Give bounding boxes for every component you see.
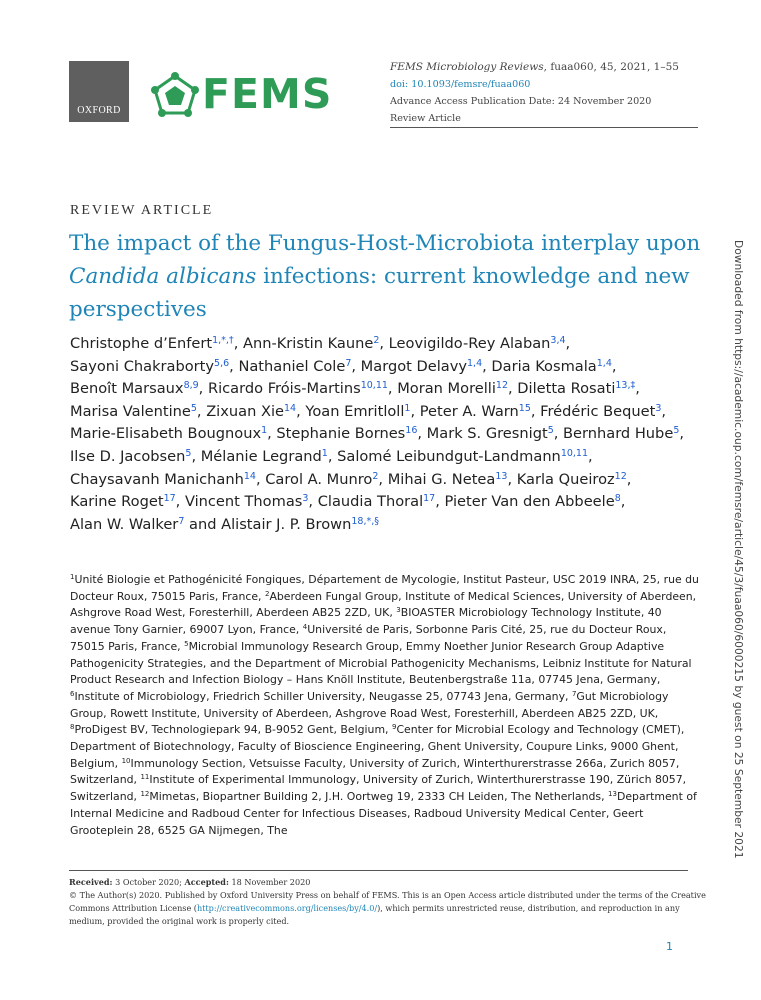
journal-name: FEMS Microbiology Reviews xyxy=(390,61,544,73)
affiliation-number: 12 xyxy=(140,790,150,799)
author[interactable] xyxy=(445,493,621,510)
author-name: Ilse D. Jacobsen xyxy=(70,447,186,465)
affiliation-number: 3 xyxy=(396,606,401,615)
affiliation-text: Institute of Microbiology, Friedrich Schiller University, Neugasse 25, 07743 Jena, Germany, xyxy=(74,689,572,703)
affiliation-text: Mimetas, Biopartner Building 2, J.H. Oortweg 19, 2333 CH Leiden, The Netherlands, xyxy=(149,790,609,804)
author[interactable] xyxy=(265,471,378,488)
affiliation-text: Institute of Experimental Immunology, University of Zurich, Winterthurerstrasse 190, Zürich 8057, Switzerland, xyxy=(70,773,687,804)
affiliation-text: Unité Biologie et Pathogénicité Fongiques, Département de Mycologie, Institut Pasteur, USC 2019 INRA, 25, rue du Docteur Roux, 75015 Paris, France, xyxy=(70,573,699,603)
author-affiliation-marker[interactable]: 10,11 xyxy=(560,447,589,459)
affiliation-number: 1 xyxy=(70,573,75,581)
author-affiliation-marker[interactable]: 13,‡ xyxy=(615,380,636,392)
fems-logo-icon xyxy=(145,70,205,120)
fems-logo-text: FEMS xyxy=(202,70,333,118)
author-affiliation-marker[interactable]: 8 xyxy=(614,493,621,505)
affiliation-number: 6 xyxy=(70,689,75,698)
title-part-2: infections: current knowledge and new perspectives xyxy=(69,264,690,322)
author-name: Mark S. Gresnigt xyxy=(426,425,548,443)
author-name: Karla Queiroz xyxy=(516,470,615,488)
author-affiliation-marker[interactable]: 7 xyxy=(178,515,185,527)
affiliation-number: 7 xyxy=(571,689,577,698)
author-affiliation-marker[interactable]: 1,4 xyxy=(596,357,612,369)
author[interactable] xyxy=(221,516,379,533)
author-name: Moran Morelli xyxy=(397,380,496,398)
author-name: Nathaniel Cole xyxy=(238,357,346,375)
author-affiliation-marker[interactable]: 12 xyxy=(614,470,627,482)
footer-divider xyxy=(69,870,688,871)
received-date: 3 October 2020; xyxy=(115,877,182,887)
author-name: Marie-Elisabeth Bougnoux xyxy=(70,425,262,443)
author[interactable] xyxy=(491,358,611,375)
affiliation-number: 5 xyxy=(184,639,189,648)
author-affiliation-marker[interactable]: 14 xyxy=(243,470,256,482)
affiliation-text: Microbial Immunology Research Group, Emmy Noether Junior Research Group Adaptive Pathogenicity Strategies, and the Department of Microbial Pathogenicity Mechanisms, Leibniz Institute for Natural Product Research and Infection Biology – Hans Knöll Institute, Beutenbergstraße 11a, 07745 Jena, Germany, xyxy=(70,639,692,687)
author-name: Diletta Rosati xyxy=(517,380,616,398)
author[interactable] xyxy=(70,403,197,420)
author-name: Pieter Van den Abbeele xyxy=(444,493,615,511)
author-name: Peter A. Warn xyxy=(419,402,519,420)
author[interactable] xyxy=(427,425,554,442)
accepted-date: 18 November 2020 xyxy=(231,877,311,887)
download-side-note-text: Downloaded from https://academic.oup.com/femsre/article/45/3/fuaa060/6000215 by guest on 25 September 2021 xyxy=(732,240,745,859)
author-name: Claudia Thoral xyxy=(317,493,424,511)
author-affiliation-marker[interactable]: 3,4 xyxy=(550,335,566,346)
author[interactable] xyxy=(70,448,191,465)
author[interactable] xyxy=(70,380,199,397)
author-list: Christophe d’Enfert$^{1,*,\dagger}$, Ann-Kristin Kaune$^2$, Leovigildo-Rey Alaban$^{3,4}$, Sayoni Chakraborty$^{5,6}$, Nathaniel Cole$^7$, Margot Delavy$^{1,4}$, Daria Kosmala$^{1,4}$, Benoît Marsaux$^{8,9}$, Ricardo Fróis-Martins$^{10,11}$, Moran Morelli$^{12}$, Diletta Rosati$^{13,\ddagger}$, Marisa Valentine$^5$, Zixuan Xie$^{14}$, Yoan Emritloll$^1$, Peter A. Warn$^{15}$, Frédéric Bequet$^3$, Marie-Elisabeth Bougnoux$^1$, Stephanie Bornes$^{16}$, Mark S. Gresnigt$^5$, Bernhard Hube$^5$, Ilse D. Jacobsen$^5$, Mélanie Legrand$^1$, Salomé Leibundgut-Landmann$^{10,11}$, Chaysavanh Manichanh$^{14}$, Carol A. Munro$^2$, Mihai G. Netea$^{13}$, Karla Queiroz$^{12}$, Karine Roget$^{17}$, Vincent Thomas$^3$, Claudia Thoral$^{17}$, Pieter Van den Abbeele$^8$, Alan W. Walker$^7$ and Alistair J. P. Brown$^{18,*,\S}$ xyxy=(70,335,684,533)
affiliation-number: 13 xyxy=(608,790,617,799)
oxford-logo-text: OXFORD xyxy=(77,105,121,116)
author-affiliation-marker[interactable]: 1,4 xyxy=(467,357,483,369)
author[interactable] xyxy=(201,448,328,465)
author-name: Christophe d’Enfert xyxy=(70,335,213,352)
author-affiliation-marker[interactable]: 1 xyxy=(321,447,328,459)
received-label: Received: xyxy=(69,877,113,887)
author[interactable] xyxy=(185,493,308,510)
affiliation-text: Gut Microbiology Group, Rowett Institute, University of Aberdeen, Ashgrove Road West, Foresterhill, Aberdeen AB25 2ZD, UK, xyxy=(70,689,669,720)
author-affiliation-marker[interactable]: 13 xyxy=(495,470,508,482)
affiliation-text: Université de Paris, Sorbonne Paris Cité, 25, rue du Docteur Roux, 75015 Paris, France, xyxy=(70,623,667,653)
affiliation-number: 10 xyxy=(121,756,131,765)
author-name: Carol A. Munro xyxy=(265,470,373,488)
oxford-logo xyxy=(69,61,129,122)
author[interactable] xyxy=(70,516,184,533)
author-name: Yoan Emritloll xyxy=(305,402,405,420)
author[interactable] xyxy=(517,380,635,397)
affiliation-number: 2 xyxy=(264,589,270,598)
author-name: Bernhard Hube xyxy=(563,425,674,443)
author-affiliation-marker[interactable]: 2 xyxy=(373,335,380,346)
author-name: Ann-Kristin Kaune xyxy=(242,335,374,352)
affiliation-text: Immunology Section, Vetsuisse Faculty, University of Zurich, Winterthurerstrasse 266a, Zurich 8057, Switzerland, xyxy=(70,756,680,787)
article-title xyxy=(69,227,709,326)
author[interactable] xyxy=(208,380,388,397)
author-affiliation-marker[interactable]: 18,*,§ xyxy=(351,515,379,527)
author-affiliation-marker[interactable]: 10,11 xyxy=(360,380,388,392)
author-affiliation-marker[interactable]: 5 xyxy=(547,425,554,437)
author-name: Salomé Leibundgut-Landmann xyxy=(337,447,561,465)
author[interactable] xyxy=(337,448,588,465)
author-name: Ricardo Fróis-Martins xyxy=(207,380,361,398)
author-name: Margot Delavy xyxy=(360,357,467,375)
author-affiliation-marker[interactable]: 16 xyxy=(405,425,418,437)
author-affiliation-marker[interactable]: 5 xyxy=(673,425,680,437)
author[interactable] xyxy=(540,403,661,420)
author[interactable] xyxy=(361,358,482,375)
affiliation-number: 8 xyxy=(70,723,75,732)
affiliation-text: ProDigest BV, Technologiepark 94, B-9052 Gent, Belgium, xyxy=(74,723,392,737)
copyright-text: © The Author(s) 2020. Published by Oxford University Press on behalf of FEMS. This is an Open Access article distributed under the terms of the Creative Commons Attribution License ( xyxy=(69,890,706,914)
copyright-text-end: ), which permits unrestricted reuse, distribution, and reproduction in any medium, provided the original work is properly cited. xyxy=(69,903,680,927)
author[interactable] xyxy=(420,403,531,420)
affiliation-text: Aberdeen Fungal Group, Institute of Medical Sciences, University of Aberdeen, Ashgrove Road West, Foresterhill, Aberdeen AB25 2ZD, UK, xyxy=(70,589,697,620)
author[interactable] xyxy=(388,471,508,488)
author[interactable] xyxy=(206,403,296,420)
affiliation-number: 9 xyxy=(391,723,397,732)
author-affiliation-marker[interactable]: 8,9 xyxy=(183,380,199,392)
author-name: Alistair J. P. Brown xyxy=(221,515,352,533)
author[interactable] xyxy=(517,471,627,488)
doi-link[interactable]: doi: 10.1093/femsre/fuaa060 xyxy=(390,79,531,90)
author[interactable] xyxy=(70,335,234,352)
author-name: Benoît Marsaux xyxy=(70,380,184,398)
author-affiliation-marker[interactable]: 12 xyxy=(495,380,508,392)
author[interactable] xyxy=(70,425,267,442)
copyright-notice xyxy=(69,889,709,928)
author-affiliation-marker[interactable]: 1 xyxy=(261,425,268,437)
license-link[interactable]: http://creativecommons.org/licenses/by/4.0/ xyxy=(196,903,378,914)
author-affiliation-marker[interactable]: 17 xyxy=(423,493,436,505)
affiliation-text: BIOASTER Microbiology Technology Institute, 40 avenue Tony Garnier, 69007 Lyon, France, xyxy=(70,606,662,637)
article-kind: REVIEW ARTICLE xyxy=(70,203,214,218)
affiliation-number: 11 xyxy=(140,773,150,782)
author[interactable] xyxy=(397,380,508,397)
author[interactable] xyxy=(276,425,417,442)
author-name: Karine Roget xyxy=(70,493,164,511)
author[interactable] xyxy=(305,403,410,420)
journal-citation xyxy=(390,59,679,76)
affiliation-number: 4 xyxy=(302,623,308,632)
author[interactable] xyxy=(389,335,566,352)
author-affiliation-marker[interactable]: 15 xyxy=(518,402,531,414)
author-name: Sayoni Chakraborty xyxy=(70,357,215,375)
author-name: Vincent Thomas xyxy=(184,493,303,511)
author[interactable] xyxy=(243,335,379,352)
advance-access-date: Advance Access Publication Date: 24 November 2020 xyxy=(390,96,652,107)
author[interactable] xyxy=(563,425,679,442)
author-name: Alan W. Walker xyxy=(70,515,179,533)
author-affiliation-marker[interactable]: 5 xyxy=(185,447,192,459)
header-divider xyxy=(390,127,698,128)
author-name: Leovigildo-Rey Alaban xyxy=(388,335,551,352)
author-affiliation-marker[interactable]: 5 xyxy=(190,402,197,414)
author-affiliation-marker[interactable]: 2 xyxy=(372,470,379,482)
title-part-1: The impact of the Fungus-Host-Microbiota interplay upon xyxy=(69,231,701,256)
author-affiliation-marker[interactable]: 1 xyxy=(404,402,411,414)
title-species: Candida albicans xyxy=(69,264,257,289)
affiliation-text: Department of Internal Medicine and Radboud Center for Infectious Diseases, Radboud University Medical Center, Geert Grooteplein 28, 6525 GA Nijmegen, The xyxy=(70,790,697,837)
affiliations xyxy=(70,572,700,839)
authors-conjunction: and xyxy=(189,515,217,533)
affiliation-text: Center for Microbial Ecology and Technology (CMET), Department of Biotechnology, Faculty of Bioscience Engineering, Ghent University, Coupure Links, 9000 Ghent, Belgium, xyxy=(70,723,685,770)
author-affiliation-marker[interactable]: 3 xyxy=(655,402,662,414)
citation-details: , fuaa060, 45, 2021, 1–55 xyxy=(543,61,679,73)
author-name: Stephanie Bornes xyxy=(276,425,406,443)
author-affiliation-marker[interactable]: 3 xyxy=(302,493,309,505)
download-side-note xyxy=(727,240,747,859)
author-name: Marisa Valentine xyxy=(70,402,191,420)
author-name: Zixuan Xie xyxy=(206,402,284,420)
author[interactable] xyxy=(238,358,351,375)
author-affiliation-marker[interactable]: 5,6 xyxy=(214,357,230,369)
author-name: Frédéric Bequet xyxy=(540,402,656,420)
author[interactable] xyxy=(318,493,436,510)
author[interactable] xyxy=(70,471,256,488)
author-affiliation-marker[interactable]: 17 xyxy=(163,493,176,505)
journal-header xyxy=(390,59,679,127)
page-number: 1 xyxy=(666,940,673,953)
accepted-label: Accepted: xyxy=(184,877,229,887)
author-name: Mélanie Legrand xyxy=(200,447,322,465)
author-affiliation-marker[interactable]: 14 xyxy=(284,402,297,414)
author[interactable] xyxy=(70,358,229,375)
article-footer xyxy=(69,876,709,928)
author[interactable] xyxy=(70,493,176,510)
author-affiliation-marker[interactable]: 1,*,† xyxy=(212,335,234,346)
author-name: Mihai G. Netea xyxy=(387,470,496,488)
author-affiliation-marker[interactable]: 7 xyxy=(345,357,352,369)
author-name: Daria Kosmala xyxy=(491,357,597,375)
author-name: Chaysavanh Manichanh xyxy=(70,470,244,488)
dates-line xyxy=(69,876,709,889)
article-type: Review Article xyxy=(390,113,461,124)
